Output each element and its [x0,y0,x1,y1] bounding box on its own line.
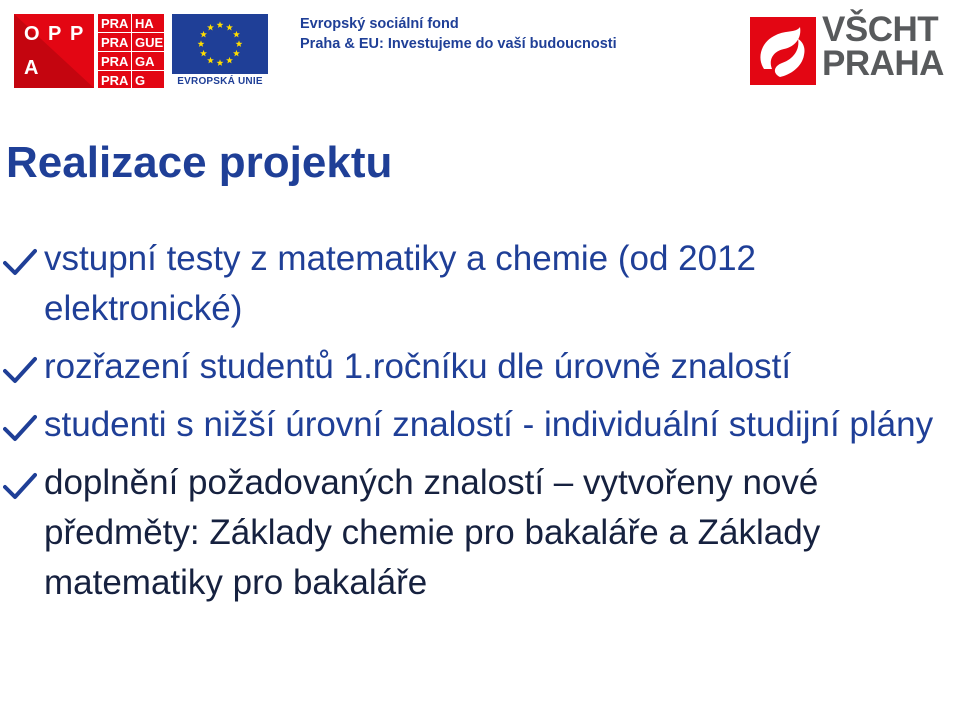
vscht-emblem-icon [750,17,816,85]
check-icon [3,356,37,384]
vscht-line-2: PRAHA [822,44,944,83]
opp-cell: G [135,73,146,88]
eu-star-icon [198,40,205,47]
opp-cell: GUE [135,35,164,50]
check-icon [3,248,37,276]
eu-flag-icon [172,14,268,74]
check-icon [3,472,37,500]
opp-letter-o: O [24,23,40,45]
vscht-line-1: VŠCHT [822,10,939,49]
bullet-item [0,400,960,450]
bullet-item [0,342,960,392]
eu-star-icon [217,21,224,28]
vscht-praha-logo [750,10,956,85]
eu-star-icon [207,24,214,31]
eu-star-icon [217,59,224,66]
opp-cell: HA [135,16,154,31]
bullet-text: vstupní testy z matematiky a chemie (od 2012 elektronické) [44,239,756,328]
opp-cell: PRA [101,54,129,69]
bullet-text: rozřazení studentů 1.ročníku dle úrovně znalostí [44,347,792,386]
opp-cell: PRA [101,35,129,50]
eu-logo [172,14,268,88]
eu-star-icon [200,31,207,38]
eu-star-icon [200,50,207,57]
eu-star-icon [226,57,233,64]
eu-caption: EVROPSKÁ UNIE [177,76,263,87]
opp-cell: GA [135,54,155,69]
opp-prague-grid [98,14,164,88]
opp-cell: PRA [101,16,129,31]
opp-letter-p2: P [70,23,84,45]
opp-letter-a: A [24,57,39,79]
eu-star-icon [236,40,243,47]
eu-star-icon [233,31,240,38]
slide-title: Realizace projektu [6,138,393,187]
eu-star-icon [226,24,233,31]
esf-line-2: Praha & EU: Investujeme do vaší budoucnosti [300,36,617,52]
eu-star-icon [207,57,214,64]
vscht-name [822,10,944,83]
eu-star-icon [233,50,240,57]
opp-letter-p1: P [48,23,62,45]
esf-line-1: Evropský sociální fond [300,16,459,32]
bullet-item [0,234,960,334]
opp-cell: PRA [101,73,129,88]
bullet-list [0,234,960,608]
esf-heading [300,14,617,54]
bullet-item [0,458,960,608]
opp-logo-block [14,14,94,88]
opp-praha-logo [14,14,164,88]
check-icon [3,414,37,442]
bullet-text: studenti s nižší úrovní znalostí - individuální studijní plány [44,405,934,444]
eu-stars-icon [172,14,268,74]
bullet-text: doplnění požadovaných znalostí – vytvořeny nové předměty: Základy chemie pro bakaláře a Základy matematiky pro bakaláře [44,463,821,602]
